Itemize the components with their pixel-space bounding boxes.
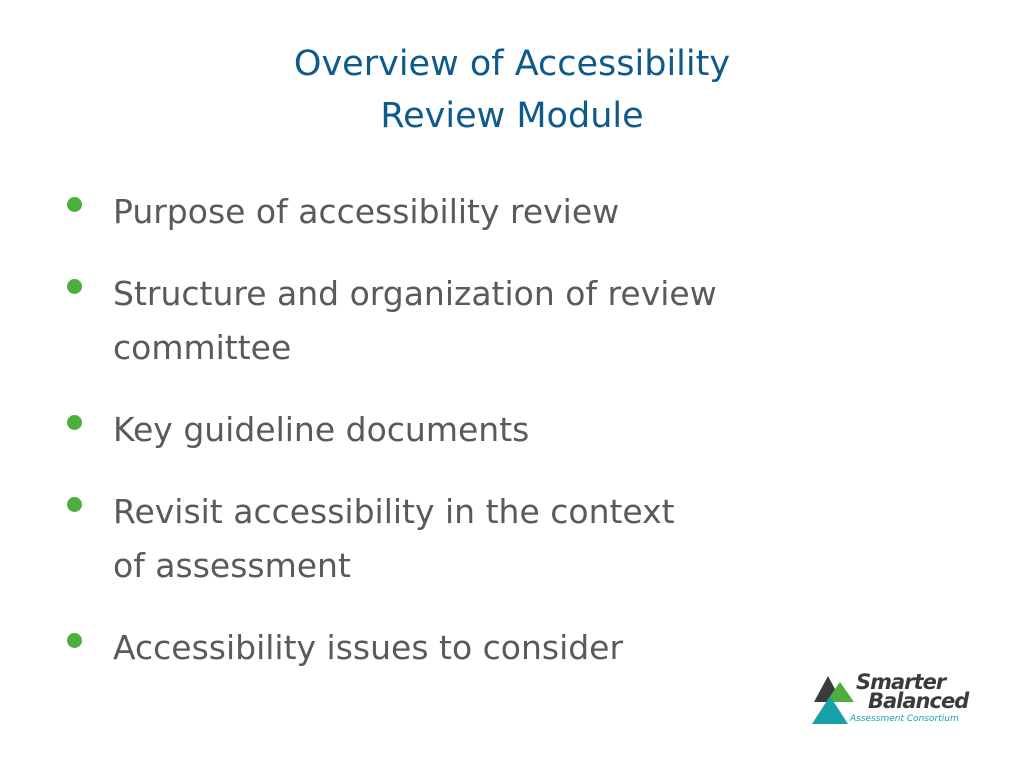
bullet-item (60, 267, 820, 375)
logo-wordmark-line2: Balanced (868, 689, 969, 713)
slide-title-line: Review Module (380, 96, 644, 136)
bullet-text (113, 267, 820, 375)
slide-title-line: Overview of Accessibility (293, 44, 731, 84)
bullet-line: Key guideline documents (113, 410, 530, 449)
bullet-dot-icon (67, 415, 82, 430)
bullet-dot-icon (67, 197, 82, 212)
bullet-dot-icon (67, 497, 82, 512)
bullet-text (113, 485, 820, 593)
bullet-text (113, 403, 820, 457)
bullet-line: Structure and organization of review (113, 274, 717, 313)
bullet-text (113, 185, 820, 239)
bullet-item (60, 403, 820, 457)
bullet-item (60, 485, 820, 593)
bullet-line: Accessibility issues to consider (113, 628, 624, 667)
bullet-item (60, 621, 820, 675)
smarter-balanced-logo (812, 670, 982, 730)
bullet-dot-icon (67, 279, 82, 294)
bullet-line: Revisit accessibility in the context (113, 492, 675, 531)
bullet-line: of assessment (113, 546, 351, 585)
logo-wordmark-line1: Smarter (856, 670, 946, 694)
logo-tagline: Assessment Consortium (850, 714, 959, 724)
bullet-line: committee (113, 328, 292, 367)
bullet-item (60, 185, 820, 239)
bullet-text (113, 621, 820, 675)
bullet-line: Purpose of accessibility review (113, 192, 620, 231)
bullet-list (60, 185, 820, 703)
slide-title (0, 38, 1024, 142)
bullet-dot-icon (67, 633, 82, 648)
